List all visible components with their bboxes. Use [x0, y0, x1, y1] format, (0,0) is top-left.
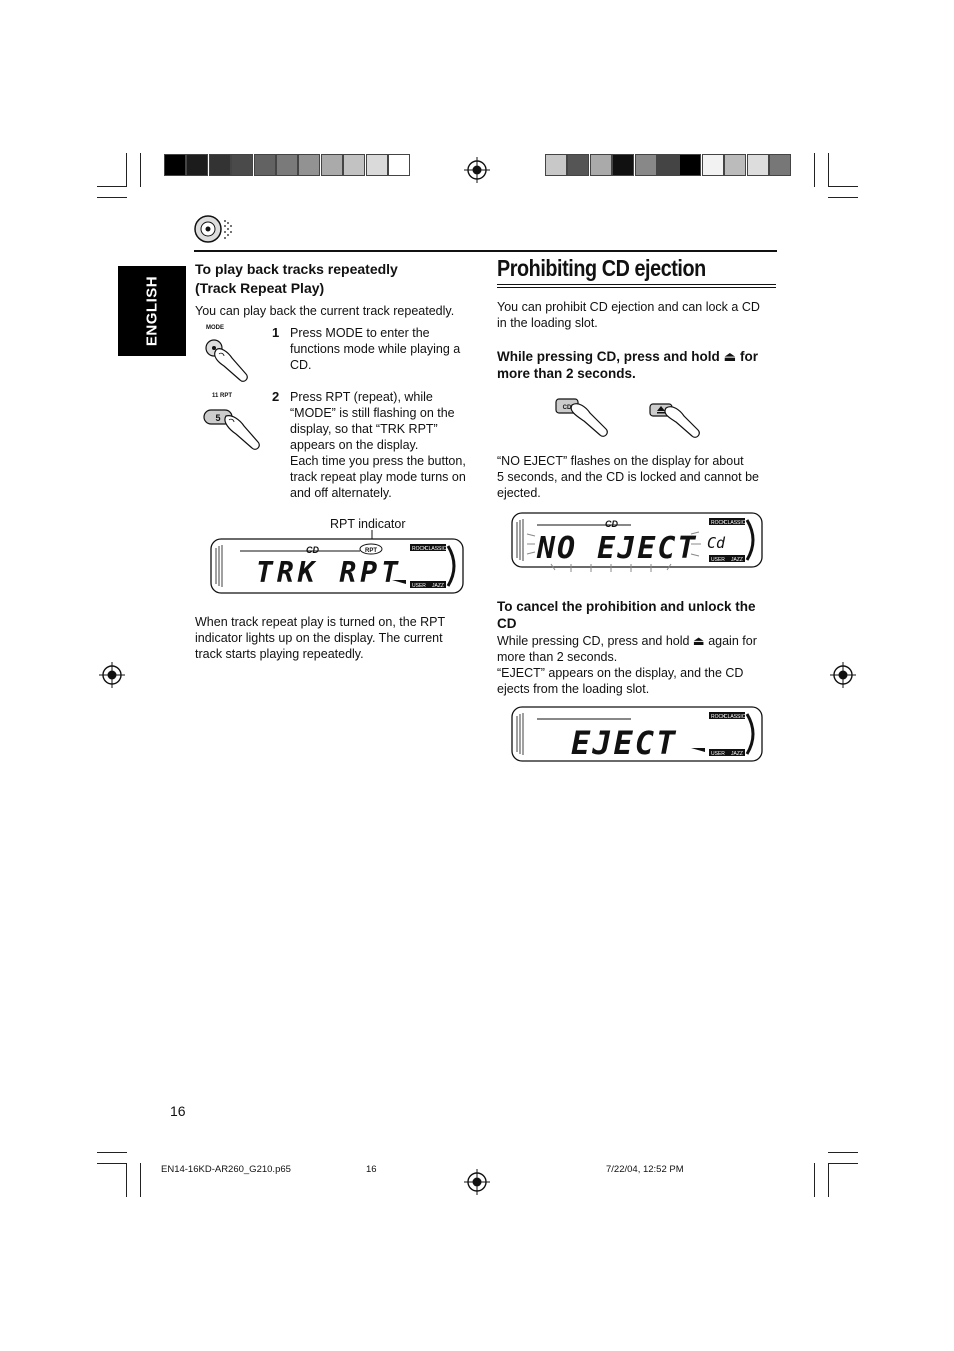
color-swatch: [321, 154, 343, 176]
rpt-button-label: 11 RPT: [212, 393, 233, 399]
no-eject-note-line: ejected.: [497, 486, 541, 500]
cancel-body-line: ejects from the loading slot.: [497, 682, 650, 696]
eject-instruction: [497, 348, 787, 382]
cancel-heading-line: To cancel the prohibition and unlock the: [497, 599, 756, 614]
step-2-text: [290, 389, 480, 501]
registration-mark-icon: [99, 662, 125, 688]
color-swatch: [298, 154, 320, 176]
color-swatch: [343, 154, 365, 176]
step-1-line: Press MODE to enter the: [290, 326, 430, 340]
color-swatch: [679, 154, 701, 176]
step-2-number: 2: [272, 389, 280, 404]
registration-mark-icon: [464, 157, 490, 183]
color-swatch: [231, 154, 253, 176]
crop-mark: [828, 186, 858, 187]
finger-press-mode-icon: [202, 334, 262, 386]
crop-mark: [828, 1152, 858, 1153]
color-swatch: [366, 154, 388, 176]
cancel-body-line: While pressing CD, press and hold ⏏ again for: [497, 634, 757, 648]
finger-press-cd-icon: [554, 395, 616, 439]
closing-line: indicator lights up on the display. The current: [195, 631, 443, 645]
svg-text:USER: USER: [711, 751, 725, 757]
step-1-line: functions mode while playing a: [290, 342, 461, 356]
step-2-line: Press RPT (repeat), while: [290, 390, 433, 404]
track-repeat-heading: [195, 260, 465, 298]
footer-date: 7/22/04, 12:52 PM: [606, 1164, 684, 1175]
color-swatch: [612, 154, 634, 176]
svg-text:CLASSIC: CLASSIC: [724, 520, 746, 526]
language-tab-label: ENGLISH: [143, 275, 161, 347]
no-eject-note: [497, 453, 787, 501]
svg-text:JAZZ: JAZZ: [731, 751, 743, 757]
step-2-line: display, so that “TRK RPT”: [290, 422, 438, 436]
crop-mark: [828, 197, 858, 198]
cancel-body-line: more than 2 seconds.: [497, 650, 618, 664]
crop-mark: [126, 1163, 127, 1197]
svg-text:USER: USER: [711, 557, 725, 563]
step-1-number: 1: [272, 325, 280, 340]
no-eject-note-line: “NO EJECT” flashes on the display for about: [497, 454, 744, 468]
no-eject-note-line: 5 seconds, and the CD is locked and cannot be: [497, 470, 759, 484]
finger-press-eject-icon: [648, 400, 708, 440]
svg-text:RPT: RPT: [365, 548, 377, 554]
finger-press-rpt-icon: [202, 402, 268, 454]
crop-mark: [814, 1163, 815, 1197]
color-swatch: [724, 154, 746, 176]
step-2-line: and off alternately.: [290, 486, 392, 500]
language-tab: [118, 266, 186, 356]
crop-mark: [140, 153, 141, 187]
color-swatch: [702, 154, 724, 176]
svg-text:Cd: Cd: [707, 534, 726, 552]
footer-page: 16: [366, 1164, 377, 1175]
title-underline: [497, 284, 776, 285]
cancel-body-line: “EJECT” appears on the display, and the CD: [497, 666, 744, 680]
step-1-line: CD.: [290, 358, 312, 372]
svg-text:CD: CD: [306, 545, 319, 555]
cancel-body: [497, 633, 787, 697]
color-swatch: [254, 154, 276, 176]
closing-line: track starts playing repeatedly.: [195, 647, 364, 661]
track-repeat-heading-line2: (Track Repeat Play): [195, 280, 325, 296]
registration-mark-icon: [830, 662, 856, 688]
rpt-indicator-label: RPT indicator: [330, 517, 406, 531]
color-swatch: [545, 154, 567, 176]
footer-filename: EN14-16KD-AR260_G210.p65: [161, 1164, 291, 1175]
color-swatch: [186, 154, 208, 176]
color-swatch: [209, 154, 231, 176]
crop-mark: [828, 153, 829, 187]
mode-button-label: MODE: [206, 325, 224, 331]
step-1-text: [290, 325, 480, 373]
svg-text:JAZZ: JAZZ: [432, 583, 444, 589]
color-swatch: [276, 154, 298, 176]
page-number: 16: [170, 1103, 186, 1119]
svg-text:NO EJECT: NO EJECT: [537, 531, 698, 566]
crop-mark: [97, 197, 127, 198]
crop-mark: [828, 1163, 829, 1197]
color-swatch: [747, 154, 769, 176]
svg-text:ROCK: ROCK: [711, 714, 726, 720]
eject-instruction-line: more than 2 seconds.: [497, 366, 636, 381]
svg-text:TRK RPT: TRK RPT: [256, 556, 403, 589]
crop-mark: [126, 153, 127, 187]
crop-mark: [97, 1163, 127, 1164]
color-swatch: [635, 154, 657, 176]
step-2-line: track repeat play mode turns on: [290, 470, 466, 484]
crop-mark: [97, 1152, 127, 1153]
closing-line: When track repeat play is turned on, the RPT: [195, 615, 446, 629]
lcd-display-eject: [511, 706, 763, 762]
step-2-line: Each time you press the button,: [290, 454, 466, 468]
step-2-line: “MODE” is still flashing on the: [290, 406, 455, 420]
cancel-heading-line: CD: [497, 616, 517, 631]
step-2-line: appears on the display.: [290, 438, 419, 452]
registration-mark-icon: [464, 1169, 490, 1195]
svg-text:CLASSIC: CLASSIC: [724, 714, 746, 720]
page-title: Prohibiting CD ejection: [497, 255, 706, 281]
svg-text:CLASSIC: CLASSIC: [425, 546, 447, 552]
track-repeat-heading-line1: To play back tracks repeatedly: [195, 261, 398, 277]
crop-mark: [814, 153, 815, 187]
svg-text:CD: CD: [605, 519, 618, 529]
color-swatch: [164, 154, 186, 176]
eject-intro-line: You can prohibit CD ejection and can lock a CD: [497, 300, 760, 314]
eject-instruction-line: While pressing CD, press and hold ⏏ for: [497, 349, 759, 364]
color-swatch: [388, 154, 410, 176]
lcd-display-no-eject: [511, 512, 763, 574]
color-swatch: [657, 154, 679, 176]
svg-text:JAZZ: JAZZ: [731, 557, 743, 563]
svg-text:CD: CD: [562, 405, 572, 411]
cd-disc-icon: [194, 213, 238, 245]
svg-text:EJECT: EJECT: [571, 724, 678, 762]
color-swatch: [567, 154, 589, 176]
color-swatch: [769, 154, 791, 176]
track-repeat-intro: You can play back the current track repeatedly.: [195, 304, 455, 318]
cancel-heading: [497, 598, 787, 632]
eject-intro-line: in the loading slot.: [497, 316, 598, 330]
crop-mark: [828, 1163, 858, 1164]
svg-text:ROCK: ROCK: [711, 520, 726, 526]
color-swatch: [590, 154, 612, 176]
crop-mark: [140, 1163, 141, 1197]
eject-intro: [497, 299, 777, 331]
svg-text:USER: USER: [412, 583, 426, 589]
svg-text:5: 5: [215, 413, 221, 423]
title-underline: [497, 287, 776, 288]
svg-text:ROCK: ROCK: [412, 546, 427, 552]
track-repeat-closing: [195, 614, 475, 662]
crop-mark: [97, 186, 127, 187]
top-rule: [194, 250, 777, 252]
lcd-display-trk-rpt: [210, 538, 464, 594]
